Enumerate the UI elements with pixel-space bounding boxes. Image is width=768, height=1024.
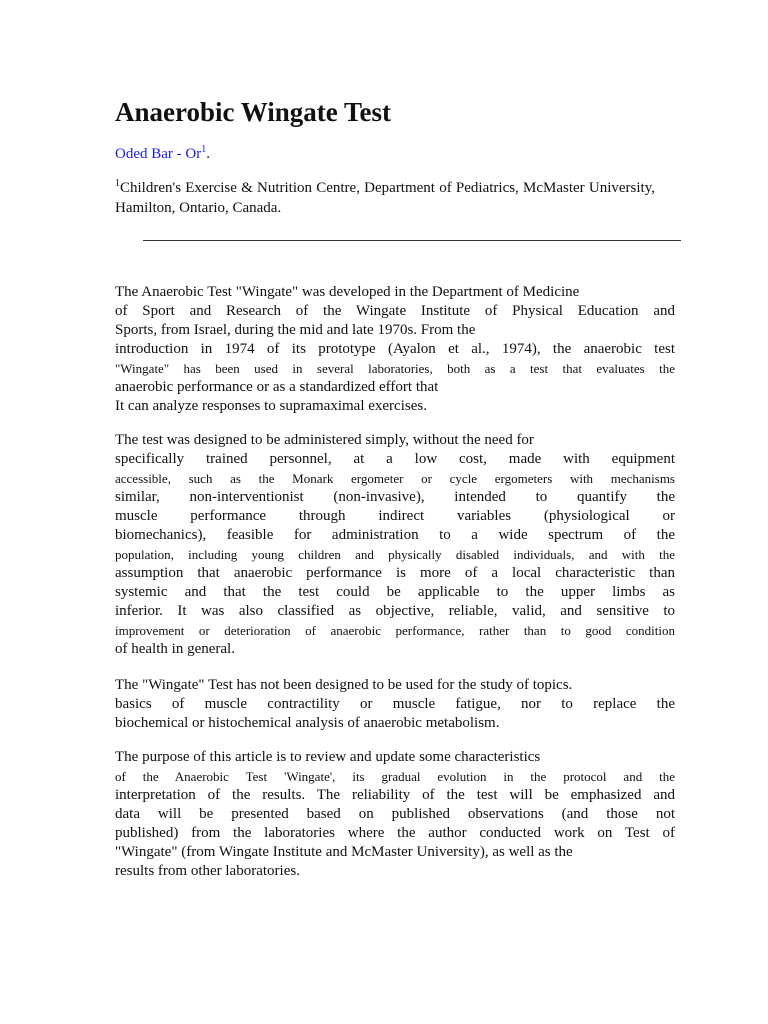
paragraph-line: biochemical or histochemical analysis of anaerobic metabolism. — [115, 715, 500, 731]
paragraph-line: specifically trained personnel, at a low cost, made with equipment — [115, 451, 675, 467]
affiliation-text: Children's Exercise & Nutrition Centre, Department of Pediatrics, McMaster University, Hamilton, Ontario, Canada. — [115, 180, 655, 216]
affiliation-superscript: 1 — [115, 178, 120, 189]
paragraph-line: improvement or deterioration of anaerobic performance, rather than to good condition — [115, 623, 675, 638]
paragraph-line: anaerobic performance or as a standardized effort that — [115, 379, 439, 395]
paragraph-intro — [115, 283, 675, 416]
paragraph-line: of the Anaerobic Test 'Wingate', its gradual evolution in the protocol and the — [115, 769, 675, 784]
paragraph-line: The test was designed to be administered simply, without the need for — [115, 432, 534, 448]
author-superscript: 1 — [201, 144, 207, 155]
paragraph-line: "Wingate" has been used in several laboratories, both as a test that evaluates the — [115, 361, 675, 376]
paragraph-line: population, including young children and physically disabled individuals, and with the — [115, 547, 675, 562]
paragraph-line: muscle performance through indirect variables (physiological or — [115, 508, 675, 524]
paragraph-line: It can analyze responses to supramaximal exercises. — [115, 398, 427, 414]
author-line — [115, 144, 210, 164]
paragraph-line: The purpose of this article is to review and update some characteristics — [115, 749, 541, 765]
paragraph-design — [115, 431, 675, 659]
page-title: Anaerobic Wingate Test — [115, 97, 392, 127]
paragraph-line: published) from the laboratories where the author conducted work on Test of — [115, 825, 675, 841]
author-trailing-period: . — [206, 146, 210, 162]
paragraph-line: inferior. It was also classified as objective, reliable, valid, and sensitive to — [115, 603, 675, 619]
paragraph-line: The Anaerobic Test "Wingate" was developed in the Department of Medicine — [115, 284, 580, 300]
horizontal-divider — [143, 240, 681, 241]
paragraph-line: systemic and that the test could be applicable to the upper limbs as — [115, 584, 675, 600]
paragraph-line: basics of muscle contractility or muscle fatigue, nor to replace the — [115, 696, 675, 712]
paragraph-line: results from other laboratories. — [115, 863, 300, 879]
paragraph-line: data will be presented based on published observations (and those not — [115, 806, 675, 822]
paragraph-line: of health in general. — [115, 641, 235, 657]
paragraph-line: Sports, from Israel, during the mid and late 1970s. From the — [115, 322, 476, 338]
affiliation — [115, 178, 655, 218]
paragraph-line: "Wingate" (from Wingate Institute and McMaster University), as well as the — [115, 844, 573, 860]
paragraph-line: introduction in 1974 of its prototype (Ayalon et al., 1974), the anaerobic test — [115, 341, 675, 357]
paragraph-line: assumption that anaerobic performance is more of a local characteristic than — [115, 565, 675, 581]
paragraph-line: of Sport and Research of the Wingate Institute of Physical Education and — [115, 303, 675, 319]
author-name-link[interactable]: Oded Bar - Or — [115, 146, 202, 162]
paragraph-purpose — [115, 748, 675, 881]
paragraph-line: similar, non-interventionist (non-invasive), intended to quantify the — [115, 489, 675, 505]
paragraph-line: biomechanics), feasible for administration to a wide spectrum of the — [115, 527, 675, 543]
paragraph-line: interpretation of the results. The reliability of the test will be emphasized and — [115, 787, 675, 803]
paragraph-limitations — [115, 676, 675, 733]
paragraph-line: accessible, such as the Monark ergometer or cycle ergometers with mechanisms — [115, 471, 675, 486]
paragraph-line: The "Wingate" Test has not been designed to be used for the study of topics. — [115, 677, 573, 693]
